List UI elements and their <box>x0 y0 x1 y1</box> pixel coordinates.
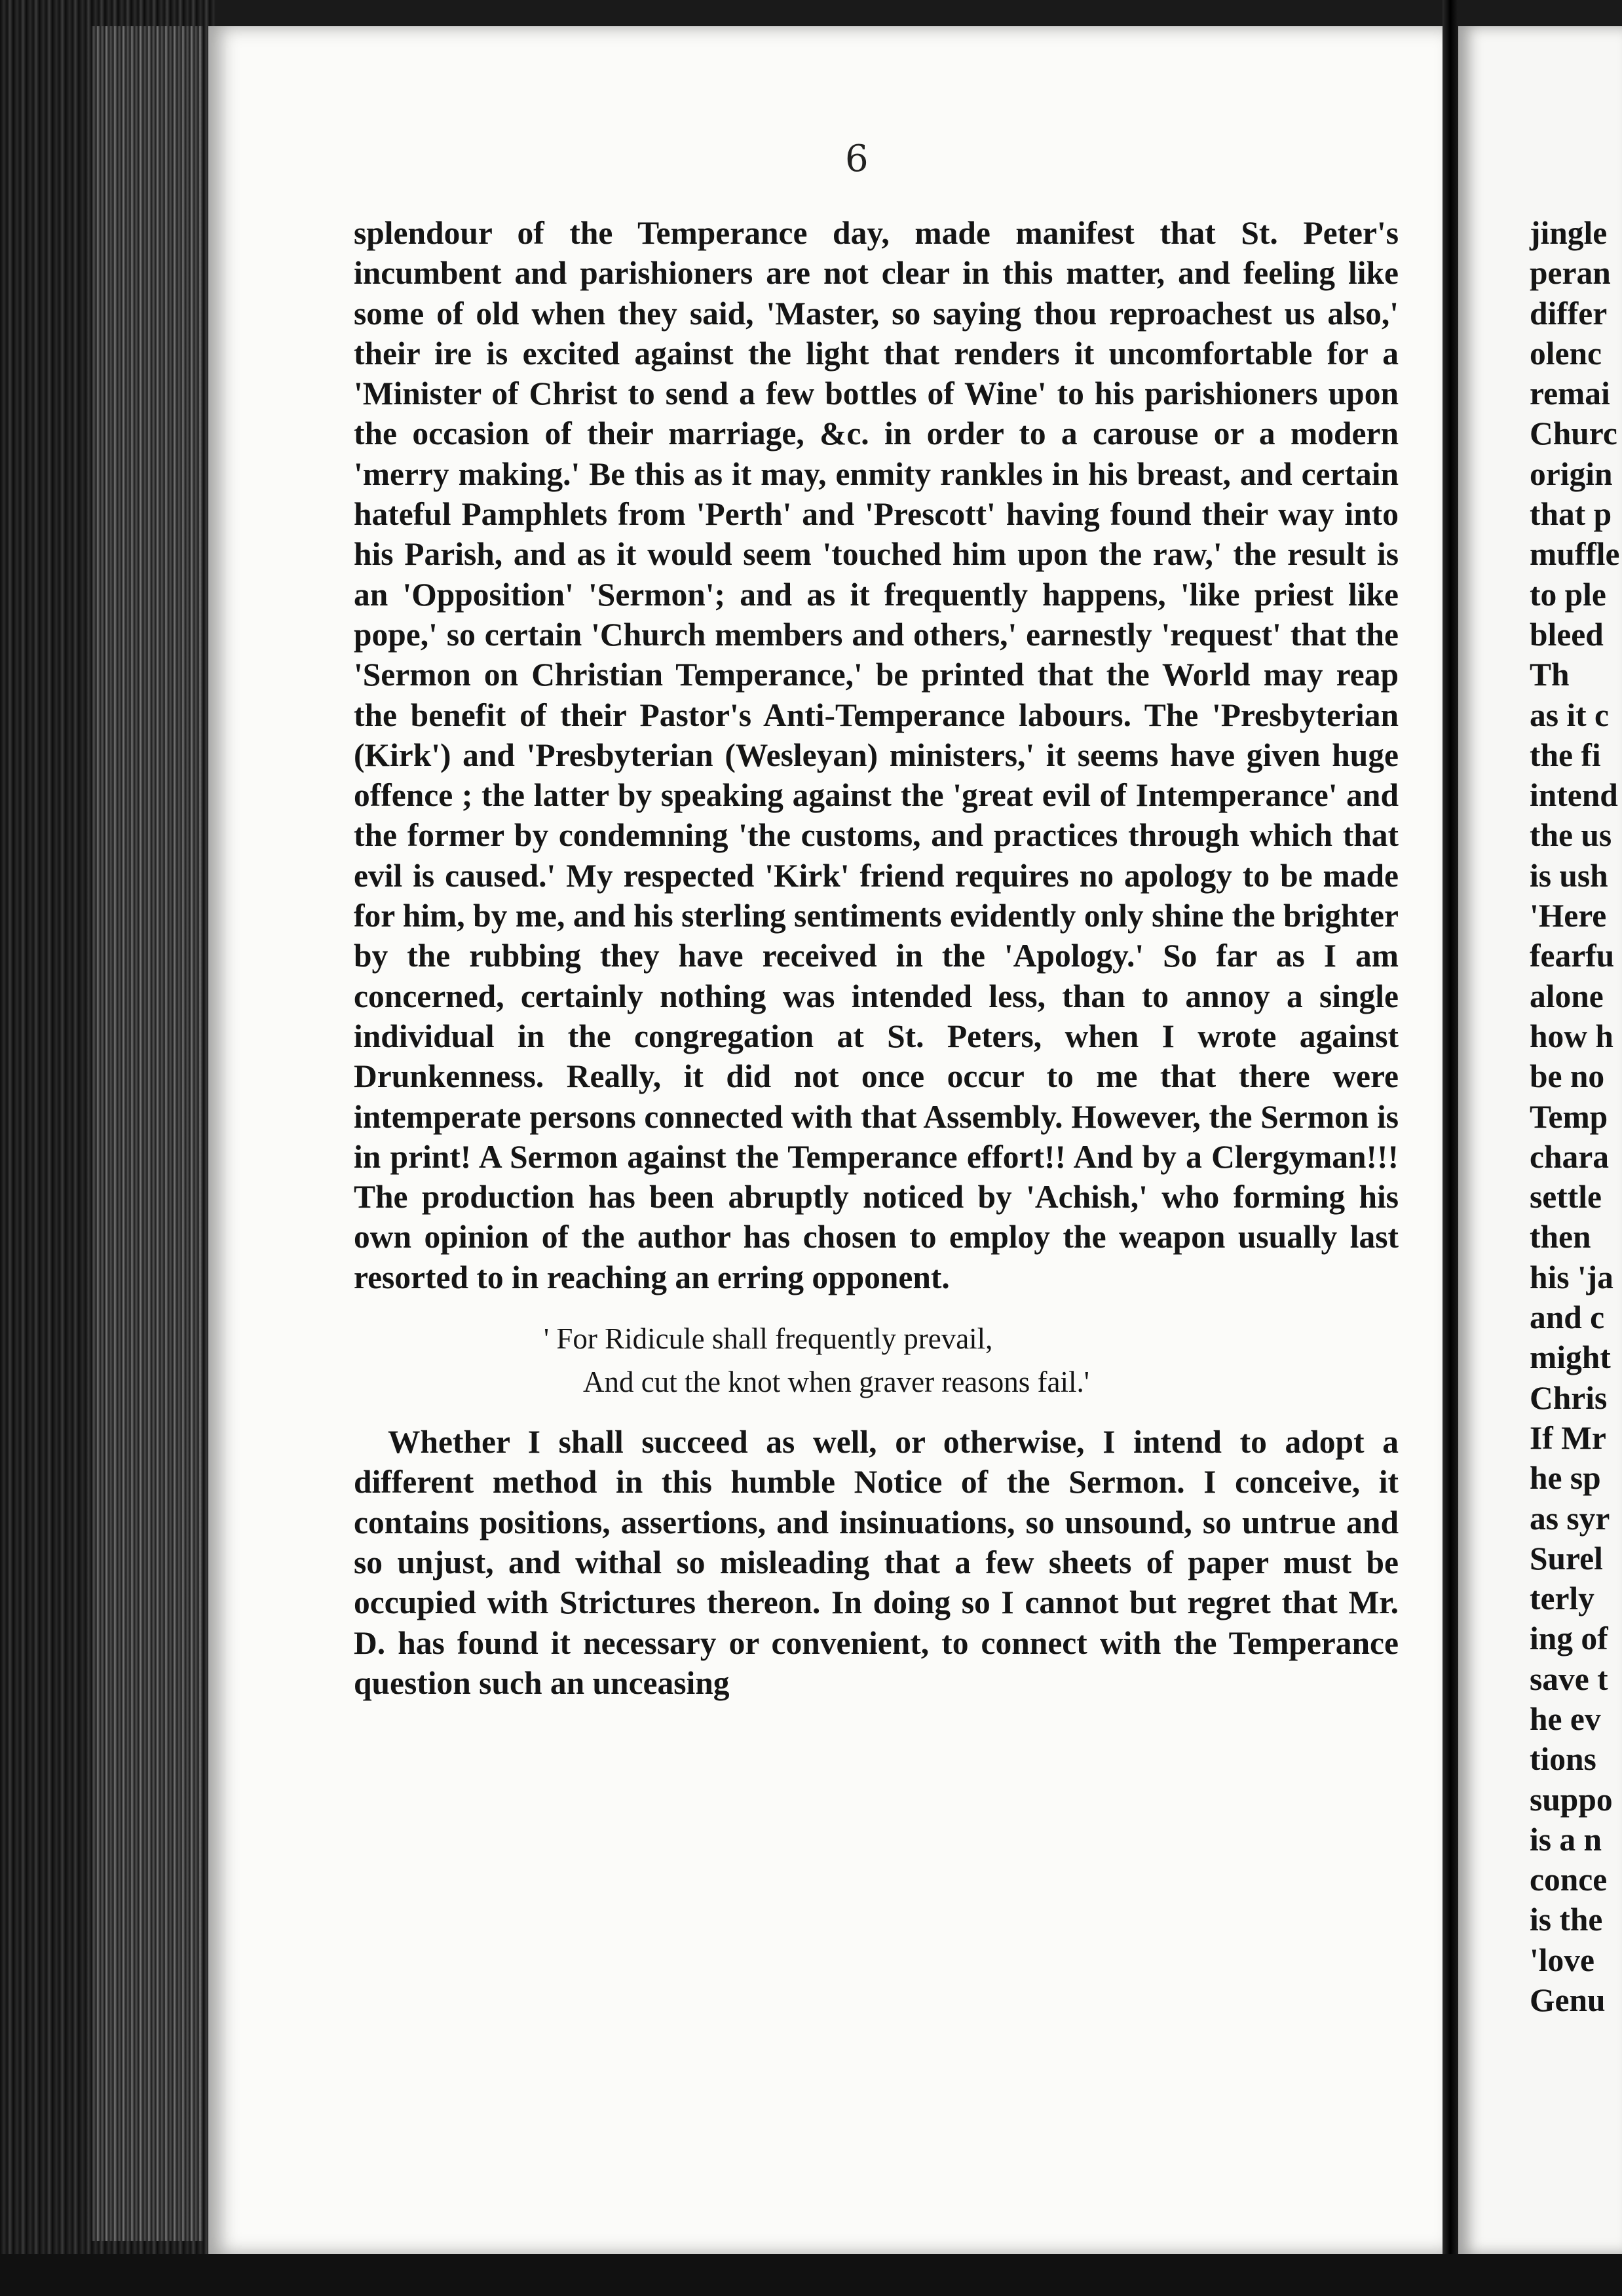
right-page-text <box>1530 213 1622 2020</box>
next-line: settle <box>1530 1179 1602 1215</box>
next-line: 'Here <box>1530 898 1607 934</box>
next-line: differ <box>1530 295 1608 332</box>
next-line: Chris <box>1530 1379 1608 1416</box>
next-line: origin <box>1530 455 1613 492</box>
next-line: ing of <box>1530 1620 1608 1657</box>
next-line: as it c <box>1530 697 1609 733</box>
next-line: and c <box>1530 1299 1605 1336</box>
verse-quote <box>354 1317 1399 1404</box>
next-line: peran <box>1530 255 1611 292</box>
next-line: bleed <box>1530 616 1604 653</box>
next-line: intend <box>1530 777 1618 814</box>
next-line: muffle <box>1530 536 1620 573</box>
next-line: how h <box>1530 1018 1613 1054</box>
next-line: is a n <box>1530 1821 1602 1858</box>
next-line: Genu <box>1530 1982 1606 2019</box>
verse-line-1: ' For Ridicule shall frequently prevail, <box>544 1322 993 1356</box>
next-line: as syr <box>1530 1500 1610 1537</box>
next-line: that p <box>1530 496 1612 533</box>
next-line: Temp <box>1530 1098 1608 1135</box>
next-line: Surel <box>1530 1540 1603 1577</box>
next-line: chara <box>1530 1138 1609 1175</box>
next-line: he ev <box>1530 1700 1601 1737</box>
scan-bottom-edge <box>0 2254 1622 2296</box>
next-line: suppo <box>1530 1781 1613 1818</box>
next-line: Th <box>1530 657 1570 693</box>
next-line: conce <box>1530 1862 1608 1898</box>
next-line: is the <box>1530 1902 1603 1938</box>
page-number: 6 <box>845 138 869 180</box>
next-line: fearfu <box>1530 938 1615 974</box>
next-line: he sp <box>1530 1460 1601 1497</box>
paragraph-1: splendour of the Temperance day, made manifest that St. Peter's incumbent and parishioners are not clear in this matter, and feeling like some of old when they said, 'Master, so saying thou reproachest us also,' their ire is excited against the light that renders it uncomfortable for a 'Minister of Christ to send a few bottles of Wine' to his parishioners upon the occasion of their marriage, &c. in order to a carouse or a modern 'merry making.' Be this as it may, enmity rankles in his breast, and certain hateful Pamphlets from 'Perth' and 'Prescott' having found their way into his Parish, and as it would seem 'touched him upon the raw,' the result is an 'Opposition' 'Sermon'; and as it frequently happens, 'like priest like pope,' so certain 'Church members and others,' earnestly 'request' that the 'Sermon on Christian Temperance,' be printed that the World may reap the benefit of their Pastor's Anti-Temperance labours. The 'Presbyterian (Kirk') and 'Presbyterian (Wesleyan) ministers,' it seems have given huge offence ; the latter by speaking against the 'great evil of Intemperance' and the former by condemning 'the customs, and practices through which that evil is caused.' My respected 'Kirk' friend requires no apology to be made for him, by me, and his sterling sentiments evidently only shine the brighter by the rubbing they have received in the 'Apology.' So far as I am concerned, certainly nothing was intended less, than to annoy a single individual in the congregation at St. Peters, when I wrote against Drunkenness. Really, it did not once occur to me that there were intemperate persons connected with that Assembly. However, the Sermon is in print! A Sermon against the Temperance effort!! And by a Clergyman!!! The production has been abruptly noticed by 'Achish,' who forming his own opinion of the author has chosen to employ the weapon usually last resorted to in reaching an erring opponent. <box>354 215 1399 1295</box>
next-line: jingle <box>1530 215 1608 251</box>
next-line: to ple <box>1530 576 1606 613</box>
next-line: Churc <box>1530 415 1617 452</box>
next-line: If Mr <box>1530 1419 1606 1456</box>
page-body <box>354 213 1399 1703</box>
next-line: olenc <box>1530 335 1602 372</box>
next-line: save t <box>1530 1660 1608 1697</box>
next-line: alone <box>1530 978 1604 1014</box>
verse-line-2: And cut the knot when graver reasons fail.' <box>583 1366 1089 1399</box>
next-line: tions <box>1530 1741 1596 1778</box>
next-line: be no <box>1530 1058 1605 1095</box>
next-line: is ush <box>1530 857 1608 894</box>
next-line: 'love <box>1530 1942 1594 1978</box>
next-line: remai <box>1530 375 1610 412</box>
paragraph-2: Whether I shall succeed as well, or otherwise, I intend to adopt a different method in this humble Notice of the Sermon. I conceive, it contains positions, assertions, and insinuations, so unsound, so untrue and so unjust, and withal so misleading that a few sheets of paper must be occupied with Strictures thereon. In doing so I cannot but regret that Mr. D. has found it necessary or convenient, to connect with the Temperance question such an unceasing <box>354 1424 1399 1701</box>
next-line: terly <box>1530 1580 1594 1617</box>
next-line: his 'ja <box>1530 1259 1613 1295</box>
page-edges <box>92 26 203 2241</box>
next-line: might <box>1530 1339 1611 1376</box>
next-line: the us <box>1530 817 1612 854</box>
book-gutter <box>1443 0 1458 2296</box>
next-line: then <box>1530 1219 1591 1255</box>
next-line: the fi <box>1530 737 1601 773</box>
